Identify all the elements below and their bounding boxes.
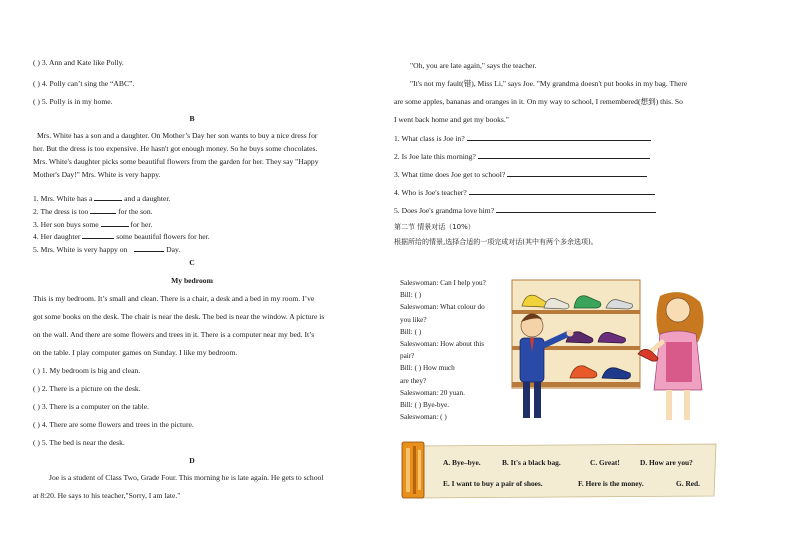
answer-line[interactable] (469, 187, 655, 195)
d-cont-line: are some apples, bananas and oranges in it. On my way to school, I remembered(想到) this. So (394, 97, 683, 106)
answer-line[interactable] (467, 133, 651, 141)
b-item-text: Day. (166, 245, 181, 254)
b-item-5 (33, 244, 180, 254)
c-title: My bedroom (171, 276, 213, 285)
b-item-text: 2. The dress is too (33, 207, 89, 216)
b-item-text: for her. (130, 220, 153, 229)
dialogue-line: Bill: ( ) (400, 327, 422, 336)
dialogue-line: Bill: ( ) How much (400, 364, 455, 373)
dialogue-line: Saleswoman: What colour do (400, 303, 485, 312)
option-e[interactable]: E. I want to buy a pair of shoes. (443, 479, 543, 488)
b-item-text: and a daughter. (124, 194, 171, 203)
dialogue-line: Saleswoman: ( ) (400, 413, 447, 422)
b-item-text: 3. Her son buys some (33, 220, 99, 229)
d-para-line: at 8:20. He says to his teacher,"Sorry, I am late." (33, 491, 181, 500)
b-item-text: 5. Mrs. White is very happy on (33, 245, 128, 254)
question-text: 2. Is Joe late this morning? (394, 152, 476, 161)
option-g[interactable]: G. Red. (676, 479, 701, 488)
b-para-line: Mrs. White has a son and a daughter. On Mother’s Day her son wants to buy a nice dress for (37, 131, 318, 140)
c-para-line: This is my bedroom. It’s small and clean. There is a chair, a desk and a bed in my room. I’ve (33, 294, 315, 303)
book-icon (402, 442, 424, 498)
question-2 (394, 151, 650, 161)
b-item-text: 4. Her daughter (33, 232, 81, 241)
answer-blank[interactable] (90, 206, 116, 214)
dialogue-line: Saleswoman: 20 yuan. (400, 388, 465, 397)
b-para-line: Mrs. White's daughter picks some beautiful flowers from the garden for her. They say "Happy (33, 157, 319, 166)
b-para-line: Mother's Day!" Mrs. White is very happy. (33, 170, 161, 179)
c-item-1: ( ) 1. My bedroom is big and clean. (33, 366, 141, 375)
shelf-board (512, 382, 640, 387)
options-banner (398, 440, 718, 500)
c-item-4: ( ) 4. There are some flowers and trees in the picture. (33, 420, 194, 429)
section-d-heading: D (189, 456, 195, 465)
question-text: 3. What time does Joe get to school? (394, 170, 506, 179)
answer-blank[interactable] (82, 231, 114, 239)
question-text: 1. What class is Joe in? (394, 134, 465, 143)
b-item-3 (33, 219, 152, 229)
b-para-line: her. But the dress is too expensive. He hasn't got enough money. So he buys some chocolates. (33, 144, 318, 153)
d-cont-line: I went back home and get my books." (394, 115, 509, 124)
b-item-1 (33, 193, 170, 203)
c-para-line: on the wall. And there are some flowers and trees in it. There is a computer near my bed. It’s (33, 330, 315, 339)
shoe-shop-illustration (510, 276, 720, 426)
option-b[interactable]: B. It's a black bag. (502, 458, 561, 467)
dialogue-line: Bill: ( ) Bye-bye. (400, 401, 450, 410)
b-item-text: 1. Mrs. White has a (33, 194, 93, 203)
answer-line[interactable] (496, 205, 656, 213)
c-para-line: got some books on the desk. The chair is near the desk. The bed is near the window. A picture is (33, 312, 325, 321)
section-instruction: 根据所给的情景,选择合适的一项完成对话(其中有两个多余选项)。 (394, 238, 598, 246)
saleswoman-figure (638, 292, 704, 420)
answer-blank[interactable] (101, 219, 129, 227)
c-para-line: on the table. I play computer games on Sunday. I like my bedroom. (33, 348, 238, 357)
item-a3: ( ) 3. Ann and Kate like Polly. (33, 58, 124, 67)
c-item-3: ( ) 3. There is a computer on the table. (33, 402, 150, 411)
question-text: 5. Does Joe's grandma love him? (394, 206, 495, 215)
dialogue (400, 277, 508, 423)
answer-blank[interactable] (134, 244, 164, 252)
option-f[interactable]: F. Here is the money. (578, 479, 644, 488)
section-c-heading: C (189, 258, 195, 267)
item-a5: ( ) 5. Polly is in my home. (33, 97, 113, 106)
d-cont-line: "It's not my fault(错), Miss Li," says Joe. "My grandma doesn't put books in my bag. There (410, 79, 688, 88)
d-para-line: Joe is a student of Class Two, Grade Four. This morning he is late again. He gets to school (49, 473, 324, 482)
dialogue-line: Saleswoman: How about this (400, 340, 485, 349)
question-text: 4. Who is Joe's teacher? (394, 188, 467, 197)
answer-line[interactable] (507, 169, 647, 177)
question-3 (394, 169, 647, 179)
c-item-5: ( ) 5. The bed is near the desk. (33, 438, 125, 447)
section-b-heading: B (189, 114, 195, 123)
c-item-2: ( ) 2. There is a picture on the desk. (33, 384, 141, 393)
b-item-text: some beautiful flowers for her. (116, 232, 210, 241)
b-item-text: for the son. (118, 207, 153, 216)
answer-blank[interactable] (94, 193, 122, 201)
dialogue-line: pair? (400, 352, 415, 361)
question-1 (394, 133, 651, 143)
shelf-board (512, 310, 640, 314)
d-cont-line: "Oh, you are late again," says the teacher. (410, 61, 537, 70)
dialogue-line: you like? (400, 315, 427, 324)
question-5 (394, 205, 656, 215)
item-a4: ( ) 4. Polly can’t sing the “ABC”. (33, 79, 135, 88)
option-d[interactable]: D. How are you? (640, 458, 693, 467)
dialogue-line: Saleswoman: Can I help you? (400, 279, 486, 287)
b-item-4 (33, 231, 210, 241)
banner-background (416, 444, 716, 498)
option-a[interactable]: A. Bye–bye. (443, 458, 481, 467)
b-item-2 (33, 206, 153, 216)
answer-line[interactable] (478, 151, 650, 159)
option-c[interactable]: C. Great! (590, 458, 620, 467)
dialogue-line: Bill: ( ) (400, 291, 422, 300)
question-4 (394, 187, 655, 197)
dialogue-line: are they? (400, 376, 427, 385)
section-title: 第二节 情景对话（10%） (394, 223, 475, 231)
